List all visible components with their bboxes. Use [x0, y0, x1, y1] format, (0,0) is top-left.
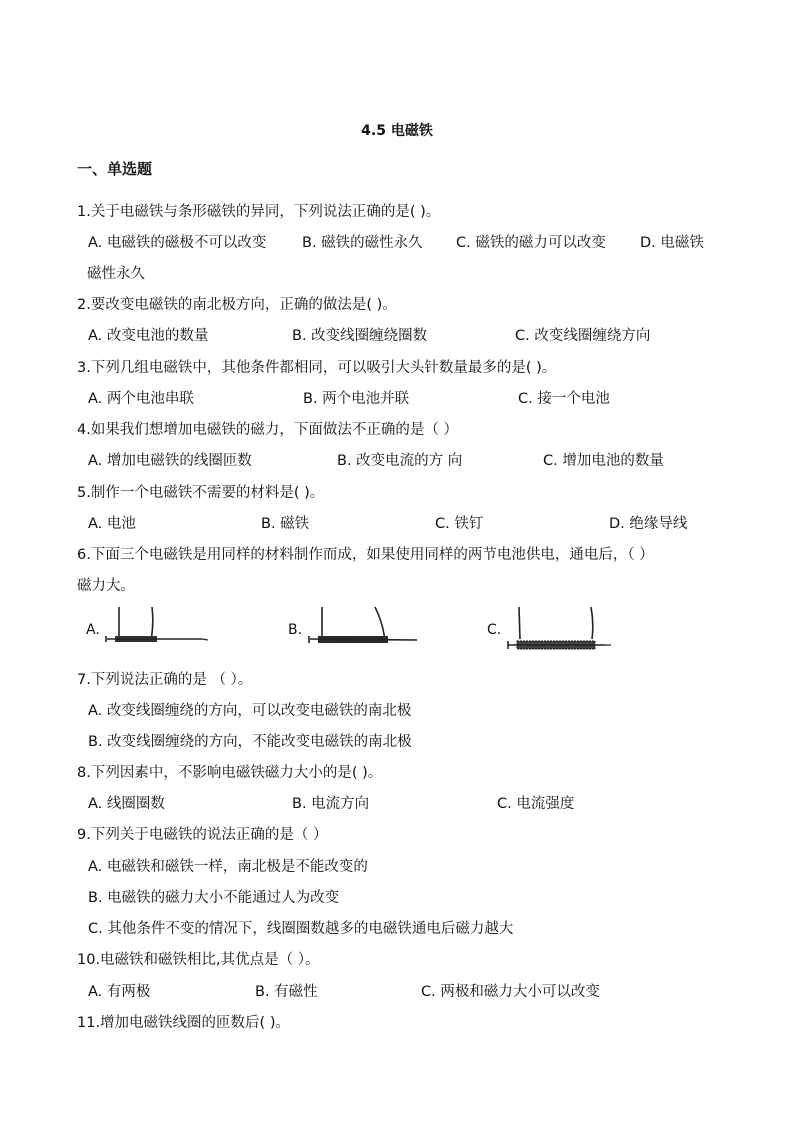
question-7: 7.下列说法正确的是 （ ）。: [77, 672, 253, 688]
q3-option-b: B. 两个电池并联: [303, 391, 410, 407]
page-title: 4.5 电磁铁: [361, 123, 433, 139]
q10-option-a: A. 有两极: [88, 984, 151, 1000]
question-2: 2.要改变电磁铁的南北极方向，正确的做法是( )。: [77, 297, 397, 313]
q6-option-b: B.: [288, 622, 303, 638]
q6-option-a: A.: [86, 622, 100, 638]
q5-option-a: A. 电池: [88, 516, 136, 532]
question-3: 3.下列几组电磁铁中，其他条件都相同，可以吸引大头针数量最多的是( )。: [77, 360, 557, 376]
q5-option-d: D. 绝缘导线: [609, 516, 688, 532]
q2-option-c: C. 改变线圈缠绕方向: [515, 328, 651, 344]
q5-option-c: C. 铁钉: [435, 516, 484, 532]
q4-option-b: B. 改变电流的方 向: [337, 453, 463, 469]
q8-option-b: B. 电流方向: [292, 796, 370, 812]
question-9: 9.下列关于电磁铁的说法正确的是（ ）: [77, 827, 328, 843]
q2-option-a: A. 改变电池的数量: [88, 328, 209, 344]
q3-option-c: C. 接一个电池: [518, 391, 610, 407]
q8-option-c: C. 电流强度: [497, 796, 575, 812]
q1-option-a: A. 电磁铁的磁极不可以改变: [88, 235, 267, 251]
q1-option-d: D. 电磁铁: [640, 235, 704, 251]
q9-option-b: B. 电磁铁的磁力大小不能通过人为改变: [88, 890, 340, 906]
section-heading: 一、单选题: [77, 160, 153, 178]
q2-option-b: B. 改变线圈缠绕圈数: [292, 328, 428, 344]
q10-option-b: B. 有磁性: [255, 984, 318, 1000]
q8-option-a: A. 线圈圈数: [88, 796, 165, 812]
electromagnet-figure-a: [102, 603, 212, 651]
q3-option-a: A. 两个电池串联: [88, 391, 194, 407]
q9-option-a: A. 电磁铁和磁铁一样，南北极是不能改变的: [88, 859, 368, 875]
q7-option-b: B. 改变线圈缠绕的方向，不能改变电磁铁的南北极: [88, 734, 412, 750]
q1-option-b: B. 磁铁的磁性永久: [302, 235, 423, 251]
q1-option-c: C. 磁铁的磁力可以改变: [456, 235, 606, 251]
q7-option-a: A. 改变线圈缠绕的方向，可以改变电磁铁的南北极: [88, 703, 412, 719]
q10-option-c: C. 两极和磁力大小可以改变: [421, 984, 600, 1000]
q6-option-c: C.: [487, 622, 502, 638]
q1-option-d-wrap: 磁性永久: [87, 266, 145, 282]
q5-option-b: B. 磁铁: [261, 516, 310, 532]
q4-option-a: A. 增加电磁铁的线圈匝数: [88, 453, 252, 469]
question-10: 10.电磁铁和磁铁相比,其优点是（ ）。: [77, 952, 320, 968]
question-6: 6.下面三个电磁铁是用同样的材料制作而成，如果使用同样的两节电池供电，通电后，（ ）: [77, 547, 654, 563]
q9-option-c: C. 其他条件不变的情况下，线圈圈数越多的电磁铁通电后磁力越大: [88, 921, 514, 937]
electromagnet-figure-c: [505, 603, 615, 651]
question-1: 1.关于电磁铁与条形磁铁的异同，下列说法正确的是( )。: [77, 204, 441, 220]
q4-option-c: C. 增加电池的数量: [543, 453, 664, 469]
question-5: 5.制作一个电磁铁不需要的材料是( )。: [77, 485, 325, 501]
electromagnet-figure-b: [305, 603, 425, 651]
question-11: 11.增加电磁铁线圈的匝数后( )。: [77, 1015, 290, 1031]
question-4: 4.如果我们想增加电磁铁的磁力，下面做法不正确的是（ ）: [77, 422, 458, 438]
question-6-wrap: 磁力大。: [77, 578, 135, 594]
question-8: 8.下列因素中，不影响电磁铁磁力大小的是( )。: [77, 765, 383, 781]
